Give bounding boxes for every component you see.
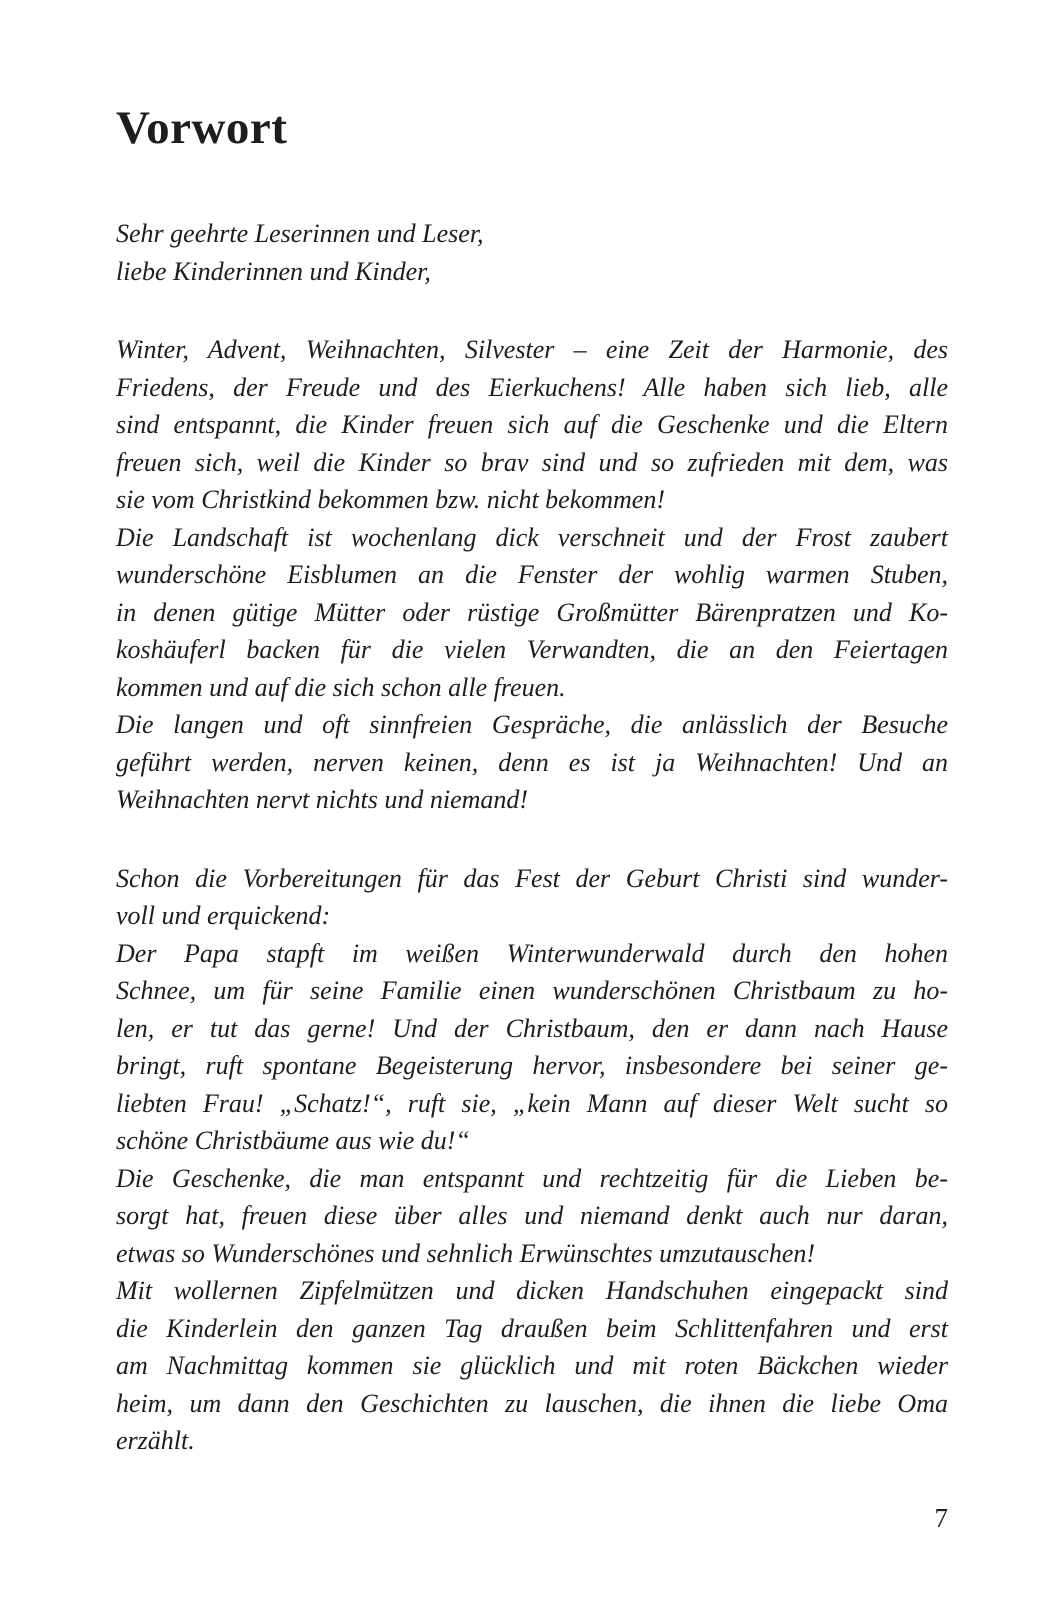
text-line: schöne Christbäume aus wie du!“ (116, 1126, 470, 1155)
text-line: Sehr geehrte Leserinnen und Leser, (116, 219, 484, 248)
text-line: Friedens, der Freude und des Eierkuchens! Alle haben sich lieb, alle (116, 372, 948, 402)
page-title: Vorwort (116, 102, 288, 154)
text-line: Mit wollernen Zipfelmützen und dicken Handschuhen eingepackt sind (116, 1276, 948, 1305)
text-line: Die Landschaft ist wochenlang dick verschneit und der Frost zaubert (116, 522, 948, 552)
text-line: wunderschöne Eisblumen an die Fenster der wohlig warmen Stuben, (116, 560, 948, 589)
text-line: heim, um dann den Geschichten zu lauschen, die ihnen die liebe Oma (116, 1388, 948, 1418)
text-line: erzählt. (116, 1426, 195, 1455)
text-line: voll und erquickend: (116, 901, 331, 930)
paragraph-vorbereitungen (116, 860, 948, 935)
text-line: Schnee, um für seine Familie einen wunderschönen Christbaum zu ho- (116, 976, 948, 1005)
salutation (116, 215, 948, 290)
text-line: bringt, ruft spontane Begeisterung hervor, insbesondere bei seiner ge- (116, 1051, 948, 1080)
text-line: sind entspannt, die Kinder freuen sich auf die Geschenke und die Eltern (116, 410, 948, 439)
text-line: Die langen und oft sinnfreien Gespräche, die anlässlich der Besuche (116, 710, 948, 739)
text-line: freuen sich, weil die Kinder so brav sind und so zufrieden mit dem, was (116, 447, 948, 477)
text-line: in denen gütige Mütter oder rüstige Großmütter Bärenpratzen und Ko- (116, 597, 948, 627)
text-line: Die Geschenke, die man entspannt und rechtzeitig für die Lieben be- (116, 1163, 948, 1193)
paragraph-landschaft (116, 519, 948, 707)
paragraph-geschenke (116, 1160, 948, 1273)
text-line: koshäuferl backen für die vielen Verwandten, die an den Feiertagen (116, 635, 948, 664)
paragraph-gespraeche (116, 706, 948, 819)
text-line: liebten Frau! „Schatz!“, ruft sie, „kein Mann auf dieser Welt sucht so (116, 1088, 948, 1118)
text-line: liebe Kinderinnen und Kinder, (116, 256, 431, 286)
paragraph-zipfelmuetzen (116, 1272, 948, 1460)
text-line: kommen und auf die sich schon alle freuen. (116, 672, 566, 702)
text-line: am Nachmittag kommen sie glücklich und mit roten Bäckchen wieder (116, 1351, 948, 1380)
text-line: Weihnachten nervt nichts und niemand! (116, 785, 529, 814)
text-line: Der Papa stapft im weißen Winterwunderwald durch den hohen (116, 938, 948, 968)
page-number: 7 (934, 1503, 948, 1533)
preface-text (116, 215, 948, 1460)
text-line: sorgt hat, freuen diese über alles und niemand denkt auch nur daran, (116, 1201, 948, 1230)
text-line: sie vom Christkind bekommen bzw. nicht bekommen! (116, 485, 666, 514)
text-line: Winter, Advent, Weihnachten, Silvester – eine Zeit der Harmonie, des (116, 335, 948, 364)
text-line: etwas so Wunderschönes und sehnlich Erwünschtes umzutauschen! (116, 1238, 816, 1268)
text-line: len, er tut das gerne! Und der Christbaum, den er dann nach Hause (116, 1013, 948, 1043)
text-line: Schon die Vorbereitungen für das Fest der Geburt Christi sind wunder- (116, 863, 948, 893)
paragraph-papa (116, 935, 948, 1160)
paragraph-winter (116, 331, 948, 519)
text-line: die Kinderlein den ganzen Tag draußen beim Schlittenfahren und erst (116, 1313, 948, 1343)
text-line: geführt werden, nerven keinen, denn es ist ja Weihnachten! Und an (116, 747, 948, 777)
